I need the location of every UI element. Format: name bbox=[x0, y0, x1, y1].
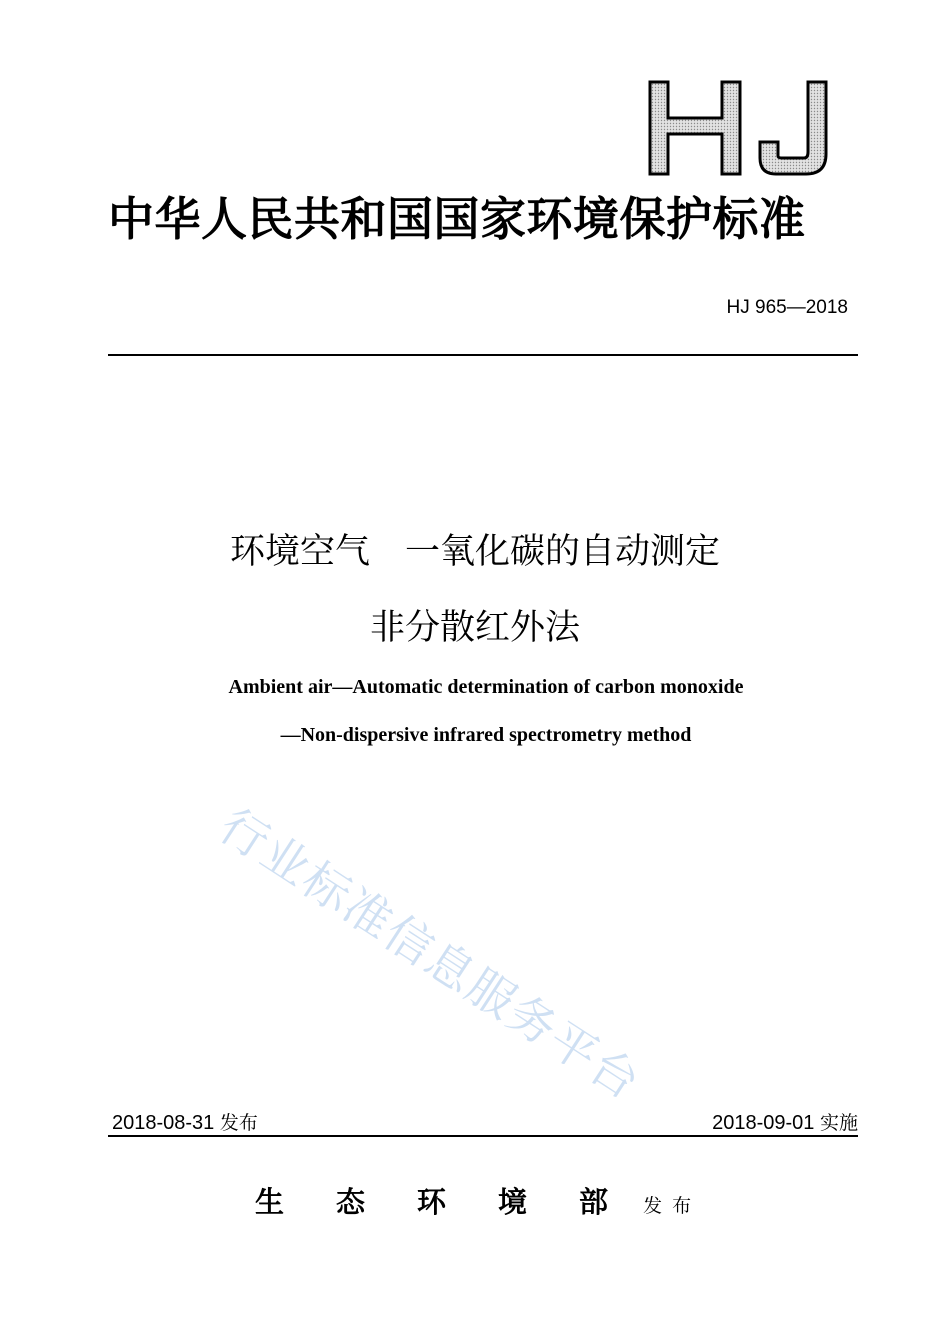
effective-date bbox=[712, 1108, 858, 1135]
publish-date bbox=[112, 1108, 258, 1135]
publisher-issue-label: 发布 bbox=[643, 1195, 702, 1217]
top-divider bbox=[108, 354, 858, 356]
hj-logo bbox=[648, 80, 834, 176]
standard-number: HJ 965—2018 bbox=[726, 297, 848, 318]
watermark: 行业标准信息服务平台 bbox=[209, 798, 651, 1112]
publisher-line bbox=[255, 1180, 701, 1221]
chinese-title-line-1: 环境空气 一氧化碳的自动测定 bbox=[229, 532, 720, 572]
effective-date-value: 2018-09-01 bbox=[712, 1112, 815, 1134]
publisher-name: 生态环境部 bbox=[255, 1185, 661, 1219]
publish-date-value: 2018-08-31 bbox=[112, 1112, 215, 1134]
effective-date-label: 实施 bbox=[819, 1112, 858, 1134]
publish-date-label: 发布 bbox=[219, 1112, 258, 1134]
english-title-line-2: —Non-dispersive infrared spectrometry method bbox=[280, 724, 692, 746]
bottom-divider bbox=[108, 1135, 858, 1137]
issuing-authority-title: 中华人民共和国国家环境保护标准 bbox=[108, 192, 806, 246]
chinese-title-line-2: 非分散红外法 bbox=[369, 608, 580, 648]
english-title-line-1: Ambient air—Automatic determination of carbon monoxide bbox=[228, 676, 744, 698]
